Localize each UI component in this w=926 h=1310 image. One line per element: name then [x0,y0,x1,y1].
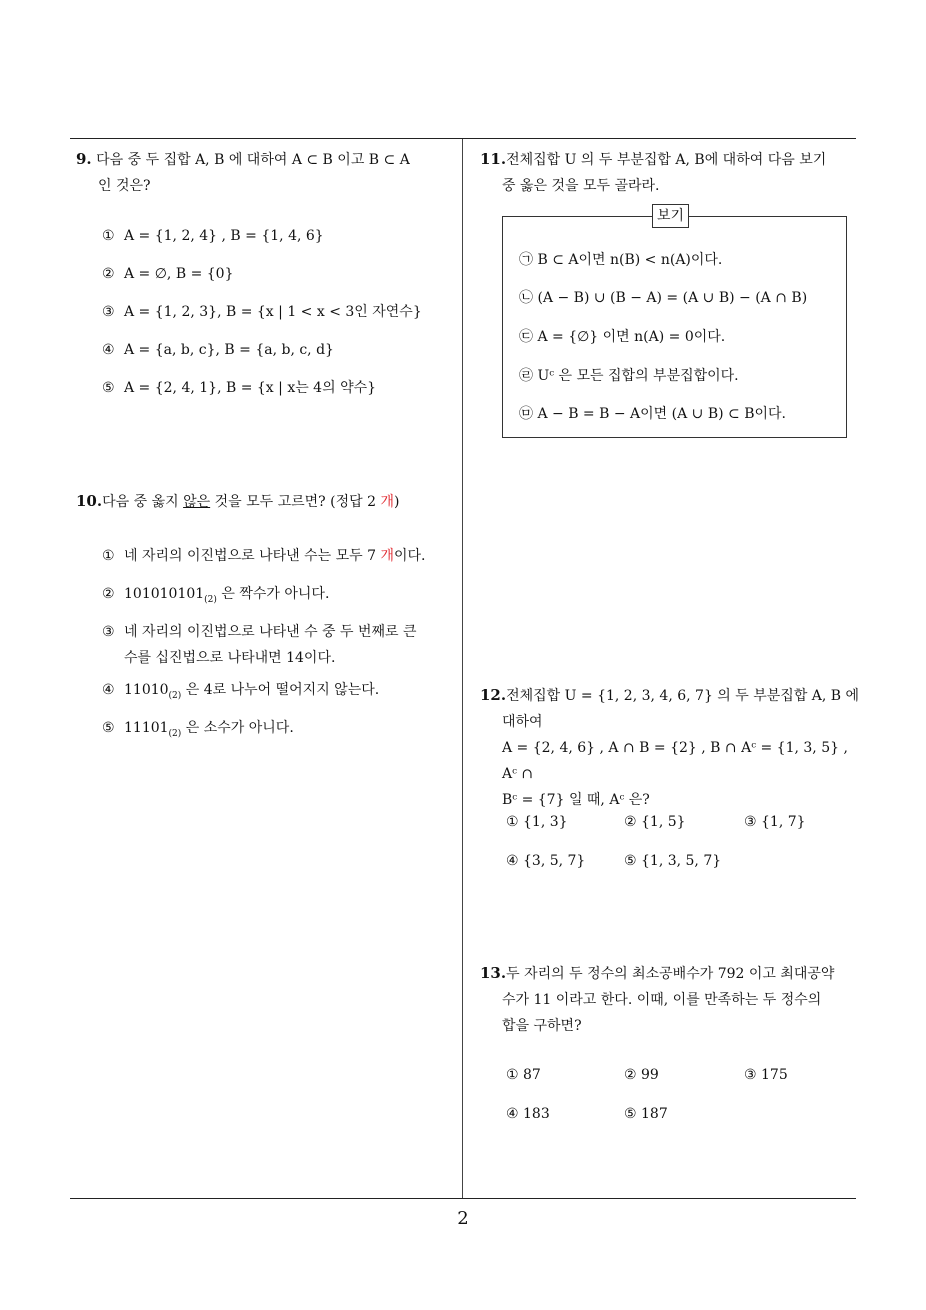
question-9 [76,146,460,413]
choice-text: A = {1, 2, 3}, B = {x | 1 < x < 3인 자연수} [124,304,422,320]
choice-text: A = {2, 4, 1}, B = {x | x는 4의 약수} [124,380,377,396]
choice-2[interactable]: ② {1, 5} [624,814,686,830]
question-13 [480,960,862,1039]
stem-line: 중 옳은 것을 모두 골라라. [502,178,660,194]
choice-text: 네 자리의 이진법으로 나타낸 수 중 두 번째로 큰 [124,624,417,640]
choice-mark: ② [102,266,115,282]
choice-1[interactable] [102,223,460,261]
question-13-stem [480,960,862,1039]
question-number: 12. [480,686,507,704]
binary-number: 11010 [124,682,169,698]
stem-line: A = {2, 4, 6} , A ∩ B = {2} , B ∩ Aᶜ = {1, 3, 5} , Aᶜ ∩ [502,740,848,782]
choice-2[interactable]: ② 99 [624,1067,659,1083]
choice-1[interactable] [102,543,460,581]
question-10 [76,488,460,753]
choice-text: 은 소수가 아니다. [181,720,294,736]
stem-line: 대하여 [502,714,543,730]
binary-number: 101010101 [124,586,205,602]
stem-line: 두 자리의 두 정수의 최소공배수가 792 이고 최대공약 [506,966,835,982]
bogi-box [502,216,847,438]
choice-text: A = {1, 2, 4} , B = {1, 4, 6} [124,228,324,244]
stem-line: 전체집합 U = {1, 2, 3, 4, 6, 7} 의 두 부분집합 A, B 에 [506,688,860,704]
choice-text: 은 짝수가 아니다. [216,586,330,602]
choice-list [76,543,460,753]
choice-5[interactable]: ⑤ 187 [624,1106,668,1122]
choice-text: A = ∅, B = {0} [124,266,234,282]
bogi-item-2[interactable]: ㉡ (A − B) ∪ (B − A) = (A ∪ B) − (A ∩ B) [519,290,808,306]
choice-mark: ② [102,586,115,602]
column-divider [462,139,463,1199]
choice-mark: ① [102,228,115,244]
question-12-stem [480,682,862,813]
base-subscript: (2) [204,594,217,605]
bogi-item-4[interactable]: ㉣ Uᶜ 은 모든 집합의 부분집합이다. [519,368,739,384]
base-subscript: (2) [168,690,182,701]
stem-highlight: 개 [380,494,394,510]
base-subscript: (2) [168,728,182,739]
top-rule [70,138,856,139]
choice-2[interactable] [102,261,460,299]
choice-1[interactable]: ① 87 [506,1067,541,1083]
question-number: 11. [480,150,507,168]
stem-line: 전체집합 U 의 두 부분집합 A, B에 대하여 다음 보기 [506,152,827,168]
choice-mark: ⑤ [102,380,115,396]
bottom-rule [70,1198,856,1199]
stem-line: 다음 중 두 집합 A, B 에 대하여 A ⊂ B 이고 B ⊂ A [96,152,410,168]
question-10-stem [76,488,460,515]
bogi-item-3[interactable]: ㉢ A = {∅} 이면 n(A) = 0이다. [519,329,726,345]
choice-text: 네 자리의 이진법으로 나타낸 수는 모두 7 [124,548,381,564]
choice-text: A = {a, b, c}, B = {a, b, c, d} [124,342,334,358]
binary-number: 11101 [124,720,169,736]
bogi-item-1[interactable]: ㉠ B ⊂ A이면 n(B) < n(A)이다. [519,252,723,268]
stem-text: ) [393,494,400,510]
choice-3[interactable] [102,299,460,337]
choice-4[interactable] [102,677,460,715]
bogi-label: 보기 [652,204,689,228]
choice-4[interactable]: ④ 183 [506,1106,550,1122]
choice-highlight: 개 [380,548,394,564]
choice-list [76,223,460,413]
question-9-stem [76,146,460,199]
stem-line: 합을 구하면? [502,1018,582,1034]
choice-mark: ④ [102,342,115,358]
stem-line: Bᶜ = {7} 일 때, Aᶜ 은? [502,792,650,808]
choice-text-cont: 수를 십진법으로 나타내면 14이다. [124,650,336,666]
stem-text: 것을 모두 고르면? (정답 2 [210,494,381,510]
choice-4[interactable]: ④ {3, 5, 7} [506,853,586,869]
stem-underlined: 않은 [183,494,211,510]
choice-mark: ④ [102,682,115,698]
question-12 [480,682,862,813]
choice-3[interactable]: ③ {1, 7} [744,814,806,830]
stem-line: 인 것은? [98,178,151,194]
choice-2[interactable] [102,581,460,619]
choice-1[interactable]: ① {1, 3} [506,814,568,830]
choice-mark: ① [102,548,115,564]
choice-3[interactable]: ③ 175 [744,1067,788,1083]
stem-text: 다음 중 옳지 [102,494,184,510]
stem-line: 수가 11 이라고 한다. 이때, 이를 만족하는 두 정수의 [502,992,822,1008]
question-number: 10. [76,492,103,510]
choice-5[interactable] [102,375,460,413]
choice-3[interactable] [102,619,460,677]
question-number: 13. [480,964,507,982]
choice-text: 이다. [393,548,426,564]
choice-4[interactable] [102,337,460,375]
choice-5[interactable] [102,715,460,753]
page-number: 2 [457,1208,469,1229]
choice-mark: ⑤ [102,720,115,736]
question-number: 9. [76,150,92,168]
bogi-item-5[interactable]: ㉤ A − B = B − A이면 (A ∪ B) ⊂ B이다. [519,406,787,422]
choice-text: 은 4로 나누어 떨어지지 않는다. [181,682,380,698]
choice-mark: ③ [102,624,115,640]
choice-mark: ③ [102,304,115,320]
choice-5[interactable]: ⑤ {1, 3, 5, 7} [624,853,722,869]
question-11-stem [480,146,860,199]
question-11 [480,146,860,199]
